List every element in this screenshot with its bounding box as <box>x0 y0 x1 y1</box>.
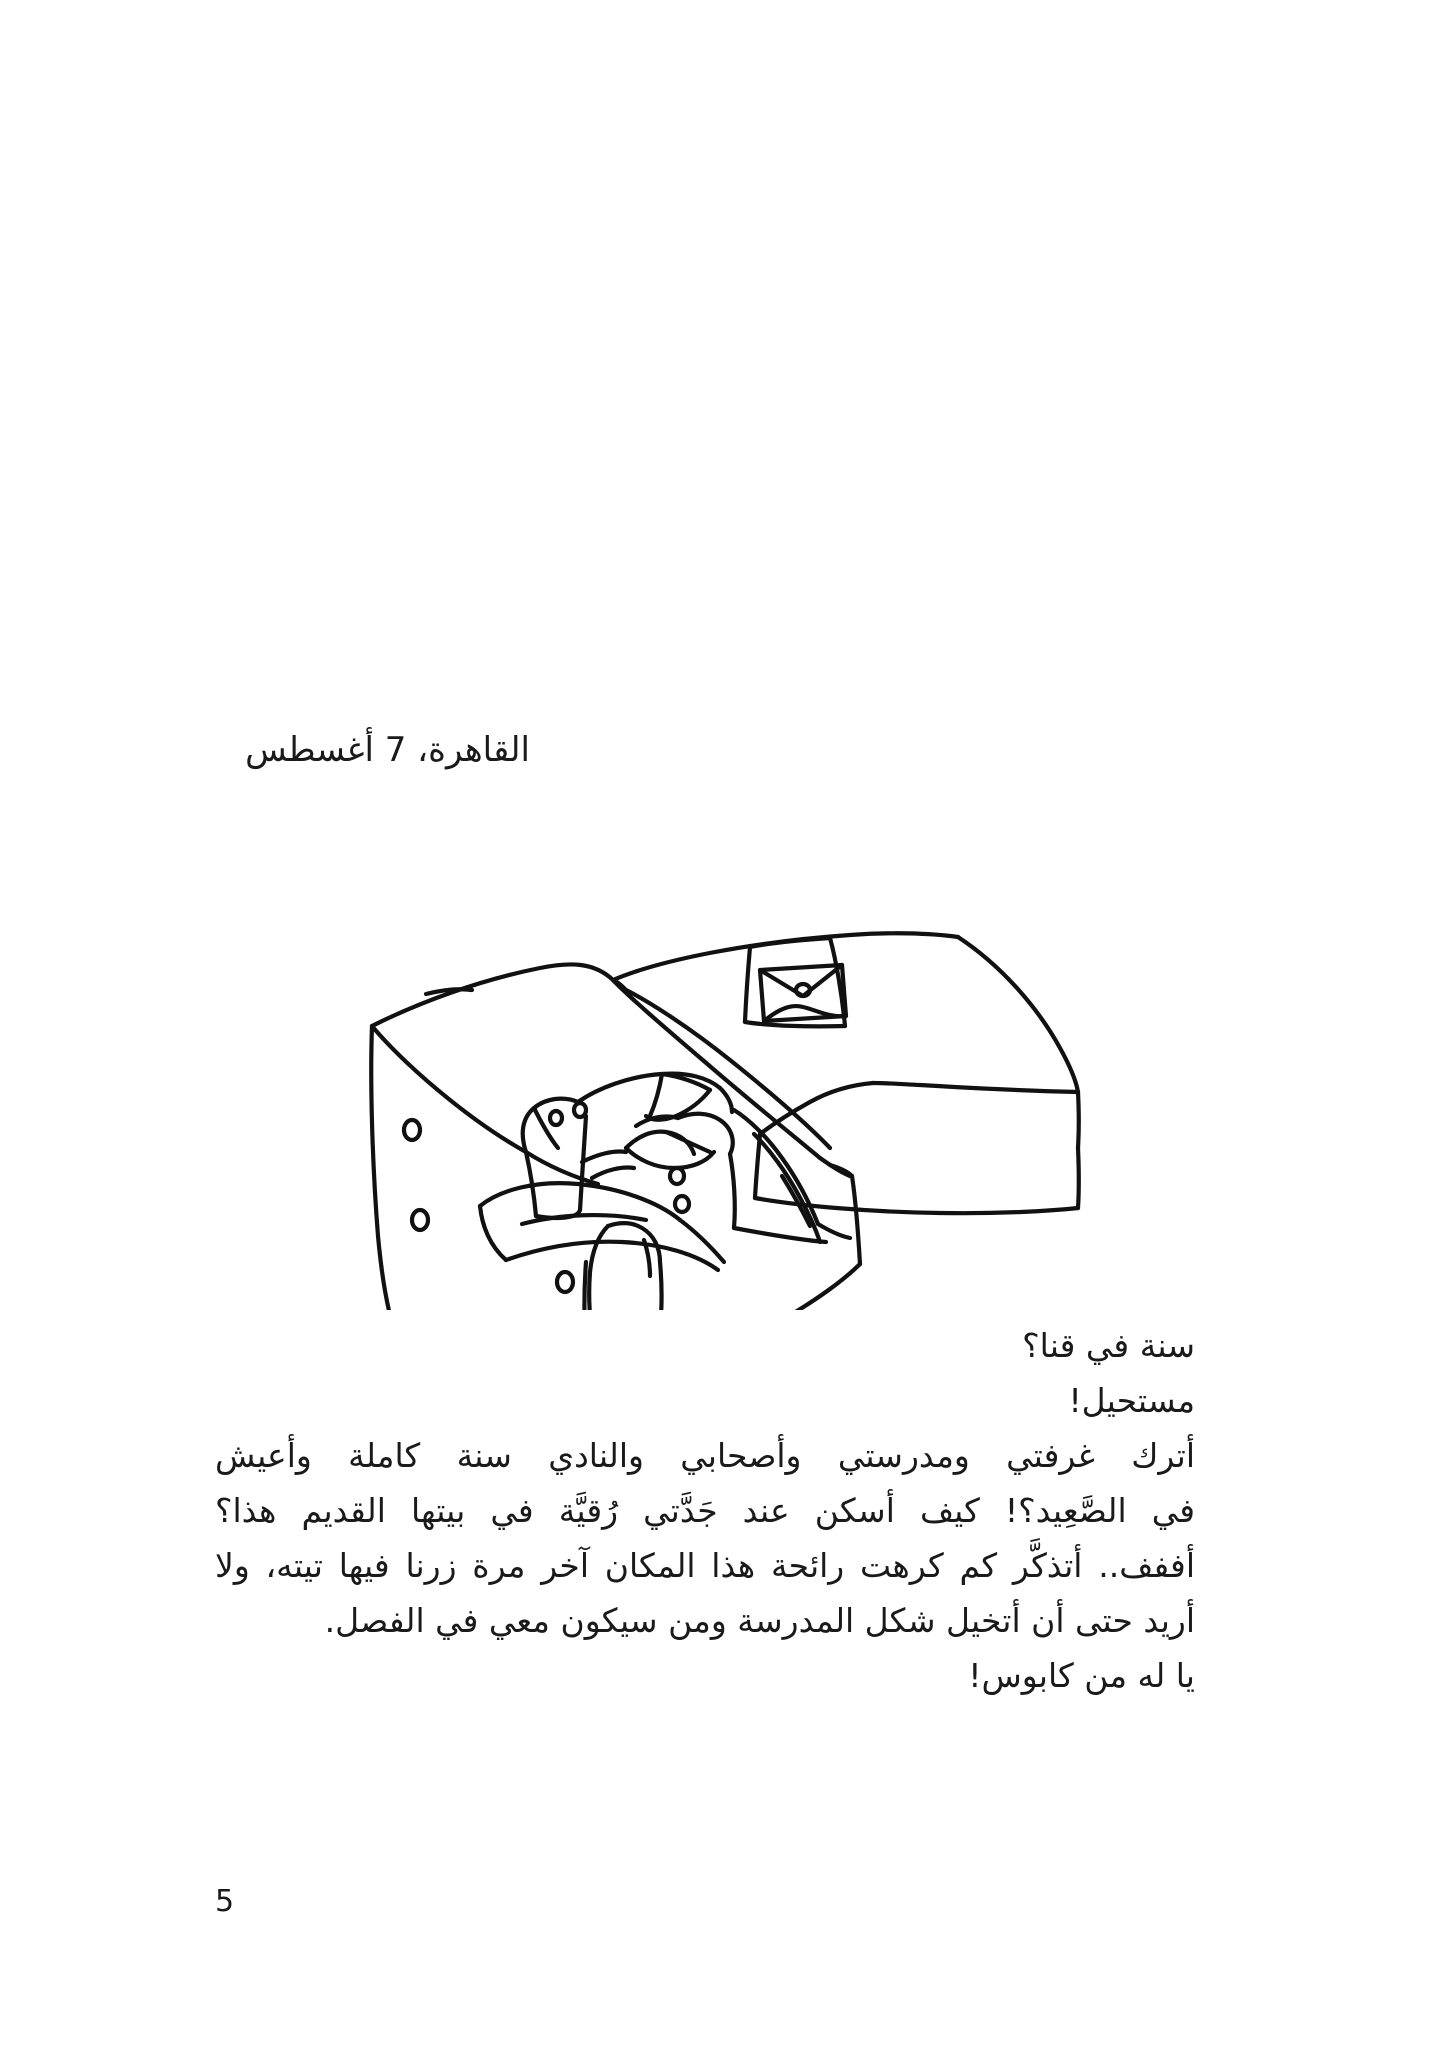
shirt-hem-left-fold <box>480 1206 506 1260</box>
pocket-panel-bottom <box>745 1022 845 1026</box>
shirt2-collar-wing-bottom <box>626 1148 714 1168</box>
lid-right-outer-edge <box>958 937 1078 1092</box>
lid-right-rim-edge <box>1078 1092 1079 1148</box>
base-inner-left-rim <box>372 1026 526 1152</box>
shirt2-collar-crease <box>666 1132 710 1152</box>
shirt-shoulder-right <box>720 1088 732 1112</box>
base-left-wall <box>371 1026 394 1310</box>
base-right-wall <box>852 1176 860 1264</box>
suitcase-illustration <box>330 880 1090 1310</box>
stud-left-lower <box>412 1210 428 1230</box>
base-back-rim <box>372 964 613 1026</box>
sleeve-right-edge <box>660 1262 662 1310</box>
shirt2-collar-wing-lower <box>626 1132 694 1154</box>
shirt-hem-lower <box>506 1242 718 1270</box>
dateline: القاهرة، 7 أغسطس <box>245 730 530 770</box>
fabric-tuck-a <box>582 1151 626 1162</box>
shirt-left-sleeve-fold <box>534 1108 558 1148</box>
garment-edge-right <box>818 1224 850 1238</box>
stud-left-upper <box>404 1120 420 1140</box>
base-right-wall-top <box>830 1165 852 1176</box>
collar-left-edge <box>650 1074 662 1116</box>
base-inner-rim-curve <box>526 1152 598 1184</box>
sleeve-inner-fold <box>585 1262 587 1310</box>
body-line-5: أففف.. أتذكَّر كم كرهت رائحة هذا المكان آخر مرة زرنا فيها تيته، ولا <box>215 1546 1195 1585</box>
envelope-seal <box>796 984 810 996</box>
body-line-3: أترك غرفتي ومدرستي وأصحابي والنادي سنة كاملة وأعيش <box>215 1436 1195 1475</box>
sleeve-left-edge <box>589 1226 608 1310</box>
shirt-button-a <box>550 1111 562 1125</box>
stud-front-upper <box>557 1272 573 1292</box>
body-line-7: يا له من كابوس! <box>968 1656 1195 1695</box>
body-line-4: في الصَّعِيد؟! كيف أسكن عند جَدَّتي رُقيَّة في بيتها القديم هذا؟ <box>215 1491 1195 1530</box>
suitcase-illustration-svg <box>330 880 1090 1310</box>
body-line-1: سنة في قنا؟ <box>1022 1326 1195 1365</box>
garment-bottom-edge <box>734 1228 826 1242</box>
shirt-collar-top-left <box>578 1074 720 1102</box>
shirt-left-sleeve-top <box>523 1099 578 1152</box>
shirt2-body-right <box>730 1154 735 1228</box>
pocket-panel-left <box>745 947 750 1022</box>
body-line-6: أريد حتى أن أتخيل شكل المدرسة ومن سيكون معي في الفصل. <box>324 1601 1195 1640</box>
shirt-button-b <box>574 1103 586 1117</box>
shirt2-button-b <box>675 1196 689 1212</box>
page-number: 5 <box>215 1884 235 1919</box>
body-text <box>215 1318 1195 1703</box>
lid-inner-front-rim <box>873 1083 1078 1092</box>
fabric-tuck-b <box>592 1167 634 1178</box>
lid-wall-right <box>1078 1148 1079 1208</box>
body-line-2: مستحيل! <box>1068 1381 1195 1420</box>
lid-wall-left <box>755 1134 760 1198</box>
shirt2-button-a <box>670 1168 684 1184</box>
lid-inner-slope <box>760 1083 873 1134</box>
